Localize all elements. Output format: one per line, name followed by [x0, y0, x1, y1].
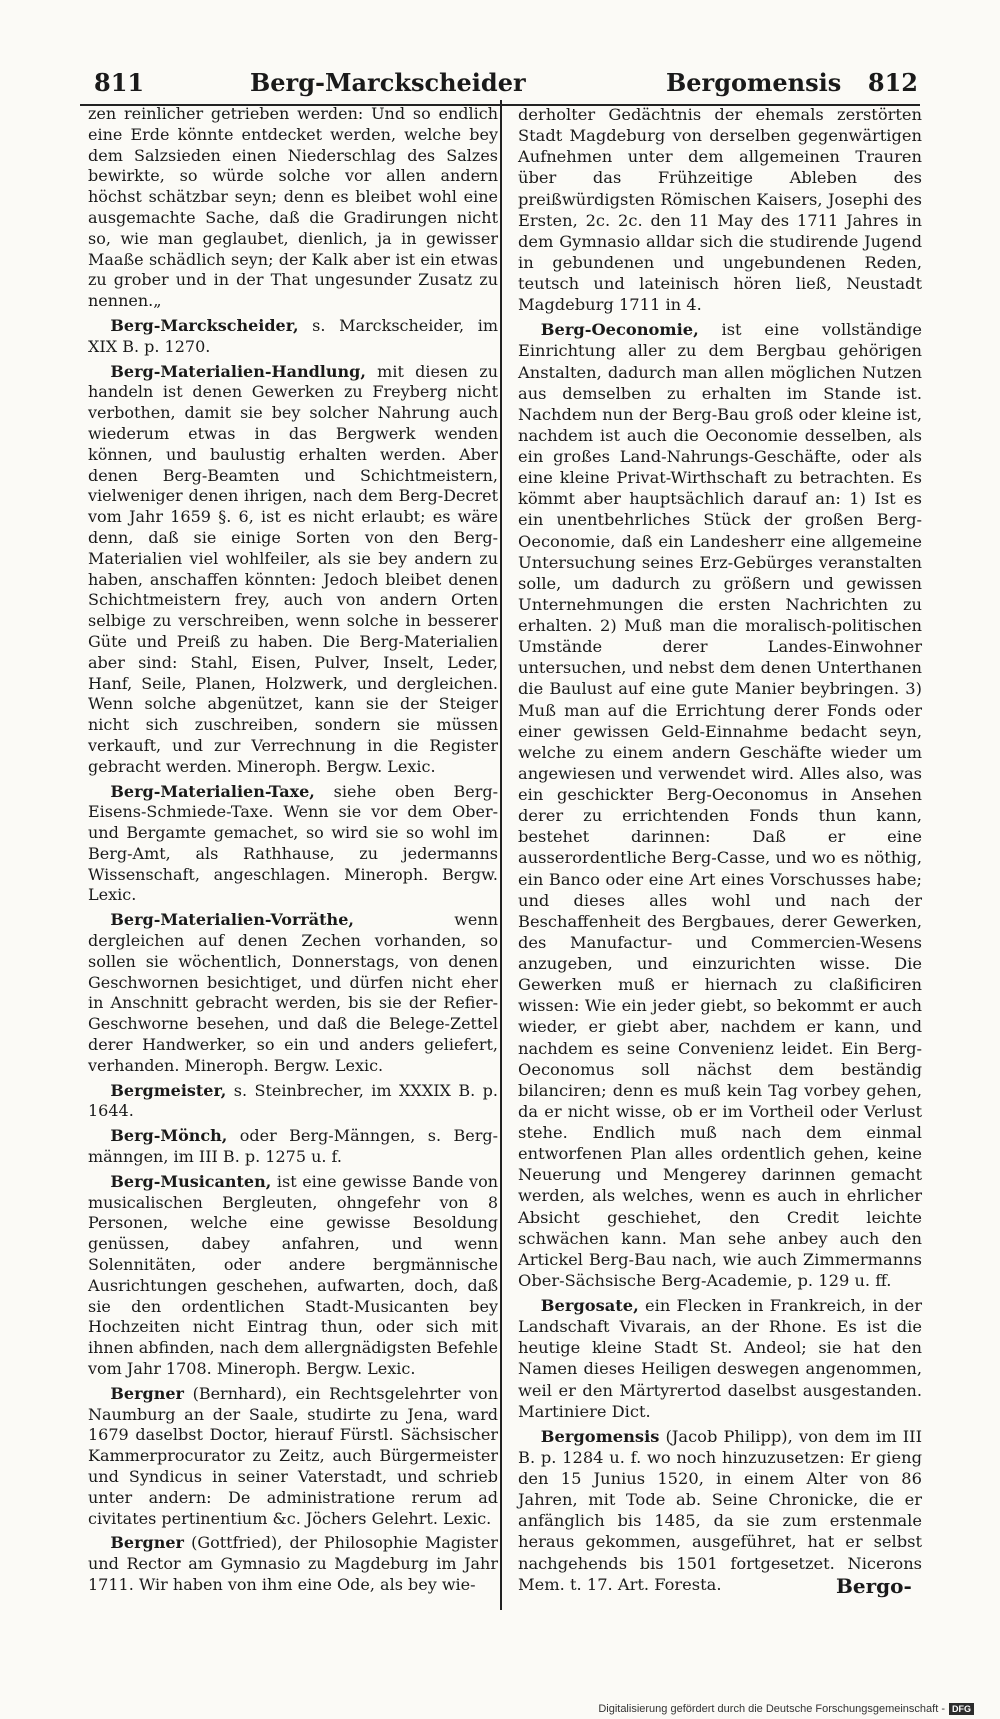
dictionary-entry — [88, 316, 498, 358]
dictionary-entry — [88, 362, 498, 778]
entry-text: ist eine vollständige Einrichtung aller zu dem Bergbau gehörigen Anstalten, dadurch man allen möglichen Nutzen aus demselben zu erhalten im Stande ist. Nachdem nun der Berg-Bau groß oder kleine ist, nachdem ist auch die Oeconomie desselben, als ein großes Land-Nahrungs-Geschäfte, oder als eine kleine Privat-Wirthschaft zu betrachten. Es kömmt aber hauptsächlich darauf an: 1) Ist es ein unentbehrliches Stück der großen Berg-Oeconomie, daß ein Landesherr eine allgemeine Untersuchung seines Erz-Gebürges veranstalten solle, um dadurch zu größern und gewissen Unternehmungen die ersten Nachrichten zu erhalten. 2) Muß man die moralisch-politischen Umstände derer Landes-Einwohner untersuchen, und nebst dem denen Unterthanen die Baulust auf eine gute Manier beybringen. 3) Muß man auf die Errichtung derer Fonds oder einer gewissen Geld-Einnahme bedacht seyn, welche zu einem andern Geschäfte wieder um angewiesen und verwendet wird. Alles also, was ein geschickter Berg-Oeconomus in Ansehen derer zu errichtenden Fonds thun kann, bestehet darinnen: Daß er eine ausserordentliche Berg-Casse, und wo es nöthig, ein Banco oder eine Art eines Vorschusses habe; und dieses alles wohl und nach der Beschaffenheit des Bergbaues, derer Gewerken, des Manufactur- und Commercien-Wesens anzugeben, und einzurichten wisse. Die Gewerken muß er hiernach zu claßificiren wissen: Wie ein jeder giebt, so bekommt er auch wieder, er giebt aber, nachdem er kann, und nachdem es seine Convenienz leidet. Ein Berg-Oeconomus soll nächst dem beständig bilanciren; denn es muß kein Tag vorbey gehen, da er nicht wisse, ob er im Vortheil oder Verlust stehe. Endlich muß nach dem einmal entworfenen Plan alles ordentlich gehen, keine Neuerung und Mengerey darinnen gemacht werden, als welches, wenn es auch in ehrlicher Absicht geschiehet, den Credit leichte schwächen kann. Man sehe anbey auch den Artickel Berg-Bau nach, wie auch Zimmermanns Ober-Sächsische Berg-Academie, p. 129 u. ff. — [518, 320, 922, 1290]
entry-text: siehe oben Berg-Eisens-Schmiede-Taxe. Wenn sie vor dem Ober- und Bergamte gemachet, so wird sie so wohl im Berg-Amt, als Rathhause, zu jedermanns Wissenschaft, angeschlagen. Mineroph. Bergw. Lexic. — [88, 781, 498, 905]
entry-lemma: Berg-Oeconomie, — [540, 320, 699, 340]
dictionary-entry — [518, 1295, 922, 1422]
entry-lemma: Berg-Materialien-Vorräthe, — [110, 910, 354, 930]
dictionary-entry — [88, 910, 498, 1076]
dictionary-entry — [88, 1533, 498, 1595]
entry-text: mit diesen zu handeln ist denen Gewerken zu Freyberg nicht verbothen, damit sie bey solcher Nahrung auch wiederum etwas in das Bergwerk wenden können, und baulustig erhalten werden. Aber denen Berg-Beamten und Schichtmeistern, vielweniger denen ihrigen, nach dem Berg-Decret vom Jahr 1659 §. 6, ist es nicht erlaubt; es wäre denn, daß sie einige Sorten von den Berg-Materialien viel wohlfeiler, als sie bey andern zu haben, anschaffen könnten: Jedoch bleibet denen Schichtmeistern frey, auch von andern Orten selbige zu verschreiben, wenn solche in besserer Güte und Preiß zu haben. Die Berg-Materialien aber sind: Stahl, Eisen, Pulver, Inselt, Leder, Hanf, Seile, Planen, Holzwerk, und dergleichen. Wenn solche abgenützet, kann sie der Steiger nicht sich zuschreiben, sondern sie müssen verkauft, und zur Verrechnung in die Register gebracht werden. Mineroph. Bergw. Lexic. — [88, 361, 498, 776]
left-column — [88, 104, 498, 1600]
dictionary-entry — [88, 782, 498, 907]
entry-lemma: Bergomensis — [540, 1426, 660, 1446]
entry-text: s. Marckscheider, im XIX B. p. 1270. — [88, 315, 498, 356]
column-divider — [500, 100, 502, 1610]
entry-text: ein Flecken in Frankreich, in der Landschaft Vivarais, an der Rhone. Es ist die heutige kleine Stadt St. Andeol; sie hat den Namen dieses Heiligen deswegen angenommen, weil er den Märtyrertod daselbst ausgestanden. Martiniere Dict. — [518, 1296, 922, 1421]
left-page-number: 811 — [94, 68, 145, 97]
entry-text: derholter Gedächtnis der ehemals zerstörten Stadt Magdeburg von derselben gegenwärtigen Aufnehmen unter dem allgemeinen Trauren über das Frühzeitige Ableben des preißwürdigsten Römischen Kaisers, Josephi des Ersten, 2c. 2c. den 11 May des 1711 Jahres in dem Gymnasio alldar sich die studirende Jugend in gebundenen und ungebundenen Reden, teutsch und lateinisch hören ließ, Neustadt Magdeburg 1711 in 4. — [518, 105, 922, 315]
entry-text: ist eine gewisse Bande von musicalischen Bergleuten, ohngefehr von 8 Personen, welche eine gewisse Besoldung genüssen, dabey anfahren, und wenn Solennitäten, oder andere bergmännische Ausrichtungen geschehen, aufwarten, doch, daß sie den ordentlichen Stadt-Musicanten bey Hochzeiten nicht Eintrag thun, oder sich mit ihnen abfinden, nach dem allergnädigsten Befehle vom Jahr 1708. Mineroph. Bergw. Lexic. — [88, 1171, 498, 1379]
footer — [598, 1703, 974, 1715]
entry-lemma: Berg-Mönch, — [110, 1126, 228, 1146]
entry-text: wenn dergleichen auf denen Zechen vorhanden, so sollen sie wöchentlich, Donnerstags, von denen Geschwornen besichtiget, und dürfen nicht eher in Anschnitt gebracht werden, bis sie der Refier-Geschworne besehen, und daß die Belege-Zettel derer Handwerker, so ein und anders geliefert, verhanden. Mineroph. Bergw. Lexic. — [88, 910, 498, 1075]
entry-text: (Gottfried), der Philosophie Magister und Rector am Gymnasio zu Magdeburg im Jahr 1711. Wir haben von ihm eine Ode, als bey wie- — [88, 1533, 498, 1594]
right-page-number: 812 — [867, 68, 918, 97]
right-running-title: Bergomensis — [666, 68, 842, 97]
entry-lemma: Berg-Materialien-Taxe, — [110, 781, 315, 801]
entry-lemma: Bergosate, — [540, 1296, 639, 1315]
dictionary-entry — [518, 319, 922, 1291]
dictionary-entry — [518, 104, 922, 315]
footer-credit: Digitalisierung gefördert durch die Deutsche Forschungsgemeinschaft - — [598, 1703, 945, 1715]
dictionary-entry — [88, 1126, 498, 1168]
left-running-title: Berg-Marckscheider — [250, 68, 526, 97]
entry-text: (Jacob Philipp), von dem im III B. p. 1284 u. f. wo noch hinzuzusetzen: Er gieng den 15 Junius 1520, in einem Alter von 86 Jahren, mit Tode ab. Seine Chronicke, die er anfänglich bis 1485, da sie zum erstenmale heraus gekommen, ausgeführet, hat er selbst nachgehends bis 1501 fortgesetzet. Nicerons Mem. t. 17. Art. Foresta. — [518, 1426, 922, 1594]
dictionary-entry — [88, 104, 498, 312]
catchword: Bergo- — [836, 1574, 912, 1598]
dfg-logo: DFG — [949, 1703, 974, 1715]
entry-text: zen reinlicher getrieben werden: Und so endlich eine Erde könnte entdecket werden, welche bey dem Salzsieden einen Niederschlag des Salzes bewirkte, so würde solche vor allen andern höchst schätzbar seyn; denn es bleibet wohl eine ausgemachte Sache, daß die Gradirungen nicht so, wie man geglaubet, dienlich, ja in gewisser Maaße schädlich seyn; der Kalk aber ist ein etwas zu grober und in der That ungesunder Zusatz zu nennen.„ — [88, 104, 498, 311]
entry-lemma: Bergmeister, — [110, 1080, 227, 1100]
dictionary-entry — [518, 1426, 922, 1595]
dictionary-entry — [88, 1172, 498, 1380]
entry-lemma: Bergner — [110, 1383, 184, 1403]
entry-lemma: Berg-Materialien-Handlung, — [110, 361, 366, 381]
dictionary-entry — [88, 1384, 498, 1530]
entry-text: oder Berg-Männgen, s. Berg-männgen, im III B. p. 1275 u. f. — [88, 1126, 498, 1167]
entry-text: s. Steinbrecher, im XXXIX B. p. 1644. — [88, 1080, 498, 1121]
dictionary-entry — [88, 1081, 498, 1123]
entry-lemma: Bergner — [110, 1533, 184, 1553]
entry-lemma: Berg-Marckscheider, — [110, 315, 299, 335]
right-column — [518, 104, 922, 1599]
entry-lemma: Berg-Musicanten, — [110, 1171, 272, 1191]
entry-text: (Bernhard), ein Rechtsgelehrter von Naumburg an der Saale, studirte zu Jena, ward 1679 daselbst Doctor, hierauf Fürstl. Sächsischer Kammerprocurator zu Zeitz, auch Bürgermeister und Syndicus in seiner Vaterstadt, und schrieb unter andern: De administratione rerum ad civitates pertinentium &c. Jöchers Gelehrt. Lexic. — [88, 1383, 498, 1528]
